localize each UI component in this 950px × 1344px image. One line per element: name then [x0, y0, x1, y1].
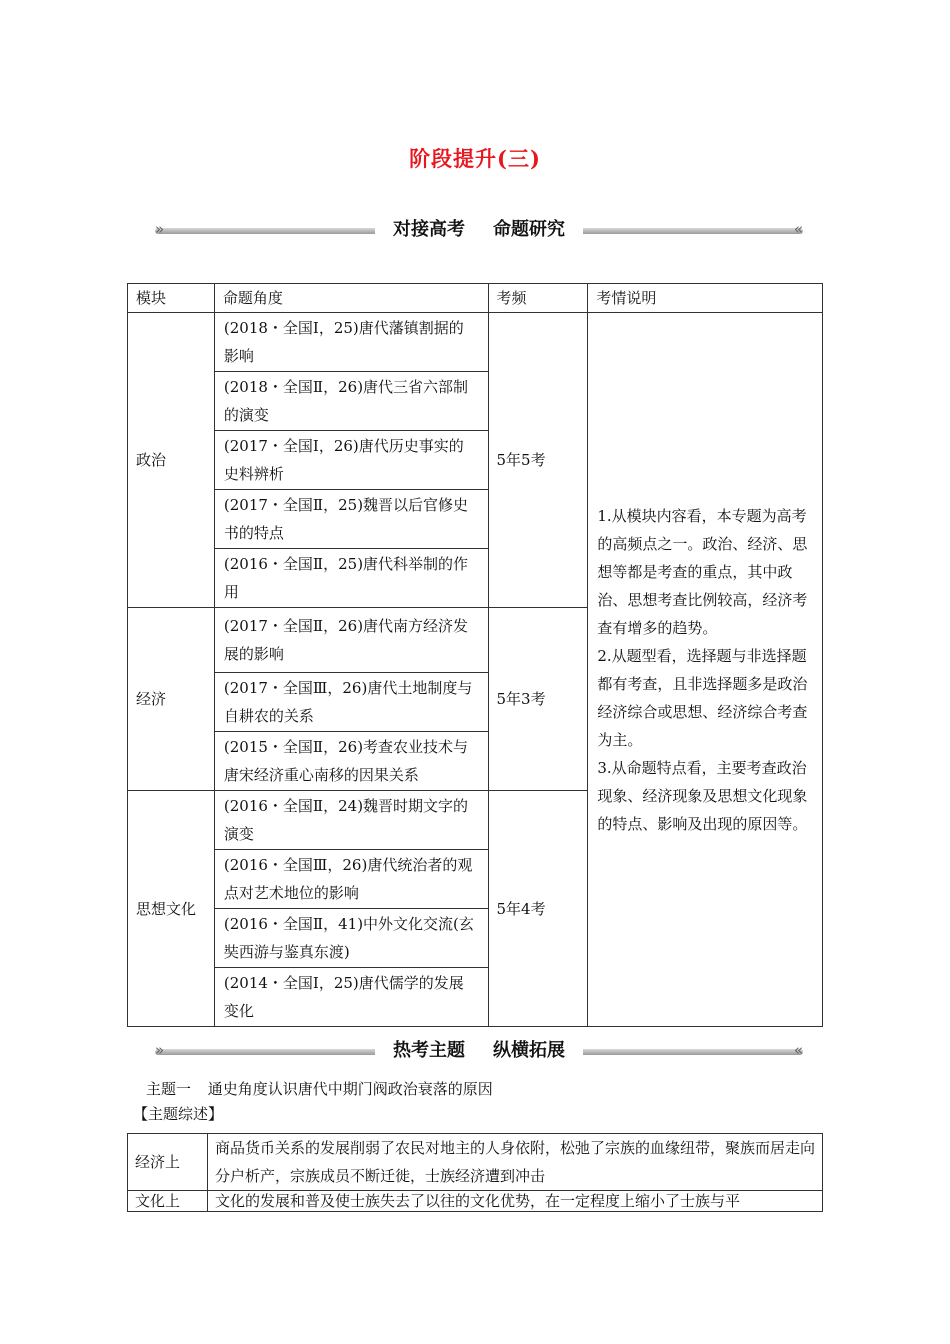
- note-line: 2.从题型看，选择题与非选择题都有考查，且非选择题多是政治经济综合或思想、经济综合考查为主。: [597, 646, 808, 749]
- topic-cell: (2017・全国Ⅲ，26)唐代土地制度与自耕农的关系: [214, 673, 488, 732]
- frequency-cell: 5年3考: [488, 608, 588, 791]
- topic-cell: (2016・全国Ⅱ，41)中外文化交流(玄奘西游与鉴真东渡): [214, 909, 488, 968]
- topic-cell: (2014・全国Ⅰ，25)唐代儒学的发展变化: [214, 968, 488, 1027]
- header-module: 模块: [128, 284, 215, 313]
- header-angle: 命题角度: [214, 284, 488, 313]
- summary-value: 文化的发展和普及使士族失去了以往的文化优势，在一定程度上缩小了士族与平: [208, 1191, 823, 1212]
- topic-cell: (2018・全国Ⅱ，26)唐代三省六部制的演变: [214, 372, 488, 431]
- module-cell: 经济: [128, 608, 215, 791]
- table-row: [128, 1191, 823, 1212]
- topic-cell: (2016・全国Ⅱ，24)魏晋时期文字的演变: [214, 791, 488, 850]
- topic-cell: (2018・全国Ⅰ，25)唐代藩镇割据的影响: [214, 313, 488, 372]
- module-cell: 政治: [128, 313, 215, 608]
- header-frequency: 考频: [488, 284, 588, 313]
- exam-analysis-table: [127, 283, 823, 1027]
- double-chevron-right-icon: »: [155, 1041, 165, 1059]
- section-banner-2: [145, 1036, 813, 1066]
- topic-cell: (2016・全国Ⅱ，25)唐代科举制的作用: [214, 549, 488, 608]
- section-banner-1: [145, 215, 813, 245]
- module-cell: 思想文化: [128, 791, 215, 1027]
- topic-cell: (2017・全国Ⅱ，25)魏晋以后官修史书的特点: [214, 490, 488, 549]
- topic-cell: (2016・全国Ⅲ，26)唐代统治者的观点对艺术地位的影响: [214, 850, 488, 909]
- theme-label: 主题一: [146, 1080, 192, 1098]
- topic-cell: (2017・全国Ⅱ，26)唐代南方经济发展的影响: [214, 608, 488, 673]
- double-chevron-left-icon: «: [793, 1041, 803, 1059]
- topic-cell: (2017・全国Ⅰ，26)唐代历史事实的史料辨析: [214, 431, 488, 490]
- double-chevron-left-icon: «: [793, 220, 803, 238]
- summary-heading: 【主题综述】: [133, 1105, 224, 1123]
- double-chevron-right-icon: »: [155, 220, 165, 238]
- table-header-row: [128, 284, 823, 313]
- summary-key: 文化上: [128, 1191, 208, 1212]
- page-title: 阶段提升(三): [409, 146, 541, 171]
- topic-cell: (2015・全国Ⅱ，26)考查农业技术与唐宋经济重心南移的因果关系: [214, 732, 488, 791]
- notes-cell: [588, 313, 823, 1027]
- banner-title-right: 命题研究: [493, 219, 565, 240]
- banner-title-right: 纵横拓展: [493, 1040, 565, 1061]
- note-line: 3.从命题特点看，主要考查政治现象、经济现象及思想文化现象的特点、影响及出现的原因等。: [597, 758, 808, 833]
- frequency-cell: 5年4考: [488, 791, 588, 1027]
- banner-title-left: 对接高考: [393, 219, 465, 240]
- summary-table: [127, 1133, 823, 1212]
- frequency-cell: 5年5考: [488, 313, 588, 608]
- note-line: 1.从模块内容看，本专题为高考的高频点之一。政治、经济、思想等都是考查的重点，其中政治、思想考查比例较高，经济考查有增多的趋势。: [597, 506, 808, 637]
- theme-title: 通史角度认识唐代中期门阀政治衰落的原因: [207, 1080, 493, 1098]
- table-row: [128, 313, 823, 372]
- theme-heading: [146, 1078, 493, 1100]
- header-notes: 考情说明: [588, 284, 823, 313]
- banner-title-left: 热考主题: [393, 1040, 465, 1061]
- summary-value: 商品货币关系的发展削弱了农民对地主的人身依附，松弛了宗族的血缘纽带，聚族而居走向分户析产，宗族成员不断迁徙，士族经济遭到冲击: [208, 1134, 823, 1191]
- summary-key: 经济上: [128, 1134, 208, 1191]
- table-row: [128, 1134, 823, 1191]
